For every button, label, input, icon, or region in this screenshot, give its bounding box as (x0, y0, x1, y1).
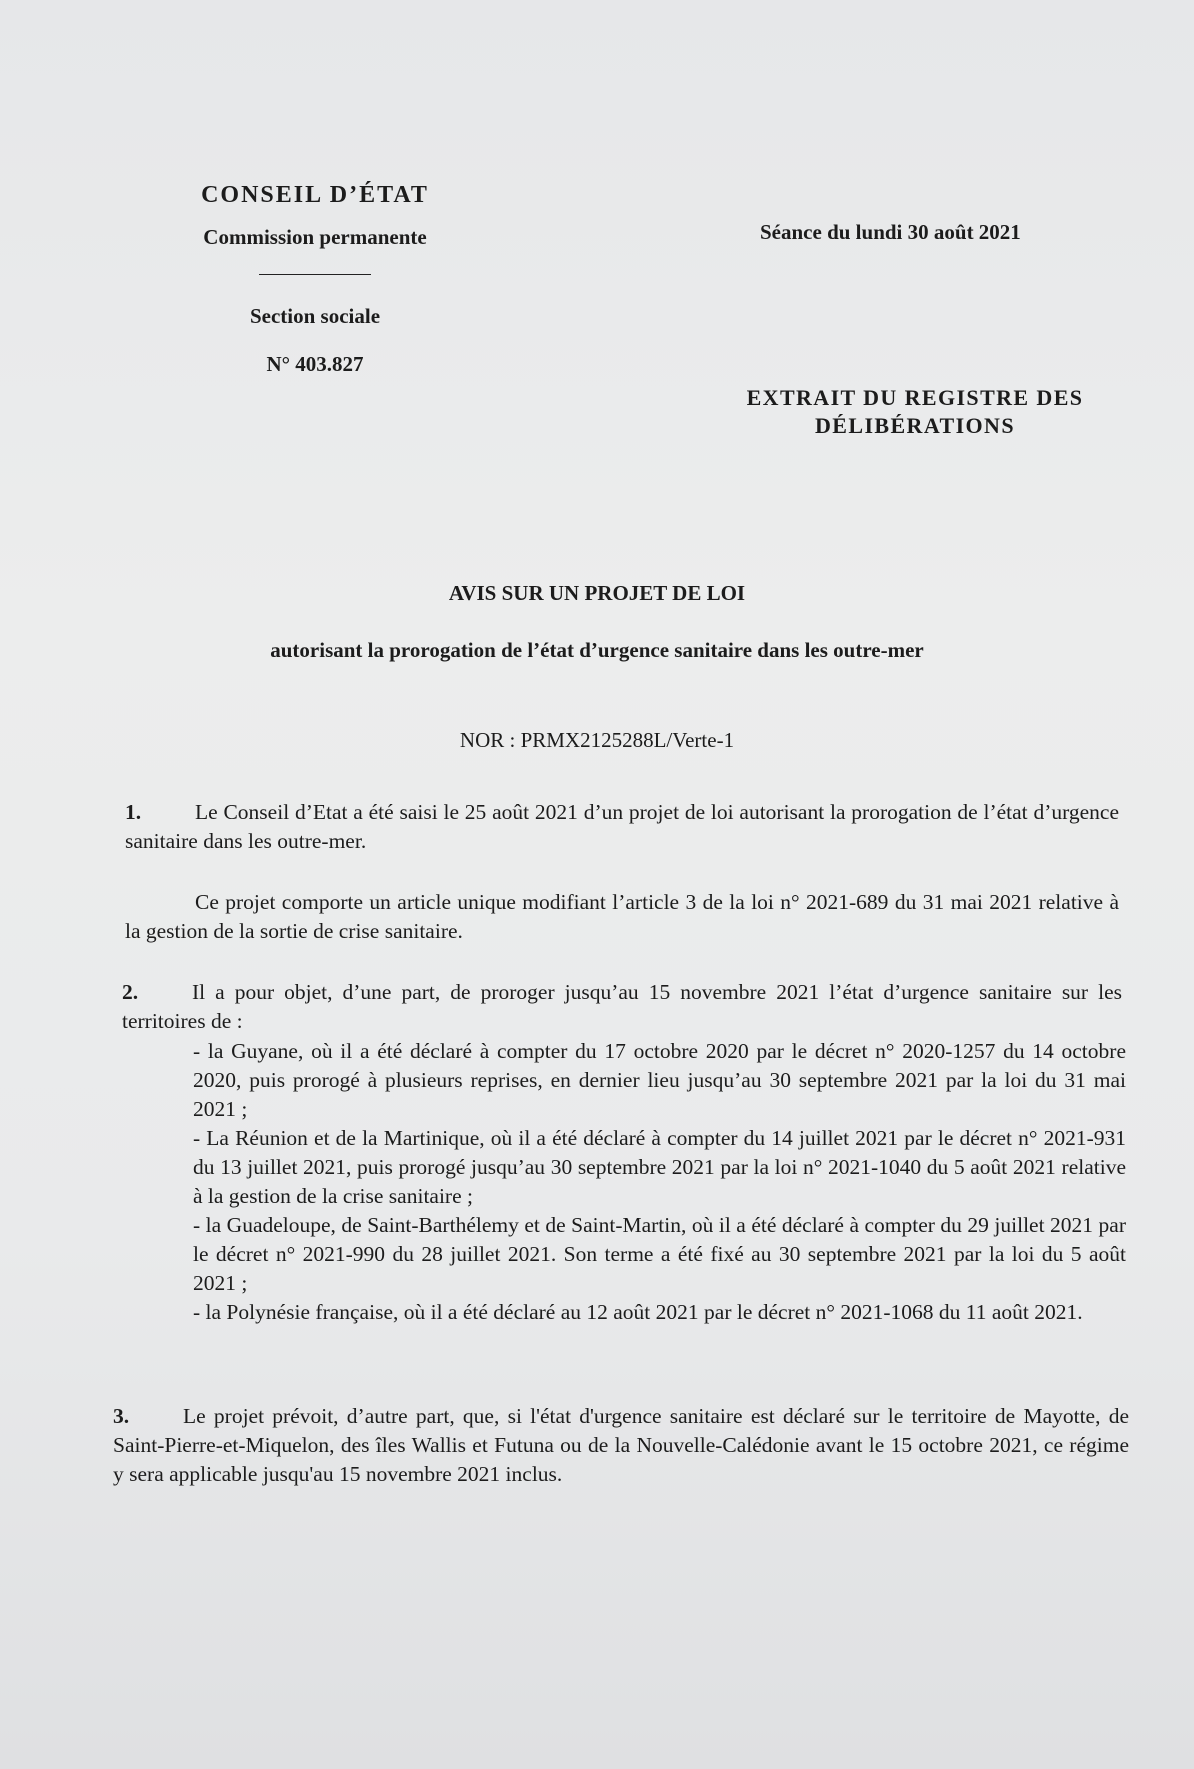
register-extract-line1: EXTRAIT DU REGISTRE DES (746, 385, 1084, 410)
commission-name: Commission permanente (203, 225, 427, 249)
list-item: - la Guadeloupe, de Saint-Barthélemy et de Saint-Martin, où il a été déclaré à compter du 29 juillet 2021 par le décret n° 2021-990 du 28 juillet 2021. Son terme a été fixé au 30 septembre 2021 par la loi du 5 août 2021 ; (193, 1213, 1126, 1295)
paragraph-text: Le projet prévoit, d’autre part, que, si l'état d'urgence sanitaire est déclaré sur le territoire de Mayotte, de Saint-Pierre-et-Miquelon, des îles Wallis et Futuna ou de la Nouvelle-Calédonie avant le 15 octobre 2021, ce régime y sera applicable jusqu'au 15 novembre 2021 inclus. (113, 1404, 1129, 1486)
register-extract-title (700, 384, 1130, 440)
list-item: - la Polynésie française, où il a été déclaré au 12 août 2021 par le décret n° 2021-1068 du 11 août 2021. (193, 1300, 1083, 1324)
document-title: AVIS SUR UN PROJET DE LOI (448, 581, 746, 605)
session-date: Séance du lundi 30 août 2021 (760, 220, 1021, 244)
case-number: N° 403.827 (266, 352, 364, 376)
institution-name: CONSEIL D’ÉTAT (201, 182, 429, 208)
paragraph-text: Le Conseil d’Etat a été saisi le 25 août 2021 d’un projet de loi autorisant la prorogation de l’état d’urgence sanitaire dans les outre-mer. (125, 800, 1119, 853)
document-subtitle: autorisant la prorogation de l’état d’urgence sanitaire dans les outre-mer (270, 638, 924, 662)
paragraph-2 (122, 978, 1122, 1036)
header-divider (259, 274, 371, 275)
list-item: - La Réunion et de la Martinique, où il a été déclaré à compter du 14 juillet 2021 par le décret n° 2021-931 du 13 juillet 2021, puis prorogé jusqu’au 30 septembre 2021 par la loi n° 2021-1040 du 5 août 2021 relative à la gestion de la crise sanitaire ; (193, 1126, 1126, 1208)
paragraph-1 (125, 798, 1119, 856)
paragraph-text: Il a pour objet, d’une part, de proroger jusqu’au 15 novembre 2021 l’état d’urgence sanitaire sur les territoires de : (122, 980, 1122, 1033)
list-item: - la Guyane, où il a été déclaré à compter du 17 octobre 2020 par le décret n° 2020-1257 du 14 octobre 2020, puis prorogé à plusieurs reprises, en dernier lieu jusqu’au 30 septembre 2021 par la loi du 31 mai 2021 ; (193, 1039, 1126, 1121)
territory-list (193, 1037, 1126, 1327)
section-name: Section sociale (249, 304, 381, 328)
paragraph-number: 1. (125, 800, 142, 824)
paragraph-number: 3. (113, 1404, 130, 1428)
paragraph-1b (125, 888, 1119, 946)
register-extract-line2: DÉLIBÉRATIONS (815, 413, 1015, 438)
paragraph-3 (113, 1402, 1129, 1489)
paragraph-text: Ce projet comporte un article unique modifiant l’article 3 de la loi n° 2021-689 du 31 mai 2021 relative à la gestion de la sortie de crise sanitaire. (125, 890, 1119, 943)
paragraph-number: 2. (122, 980, 139, 1004)
header-left-block (180, 180, 450, 377)
nor-reference: NOR : PRMX2125288L/Verte-1 (459, 728, 735, 752)
